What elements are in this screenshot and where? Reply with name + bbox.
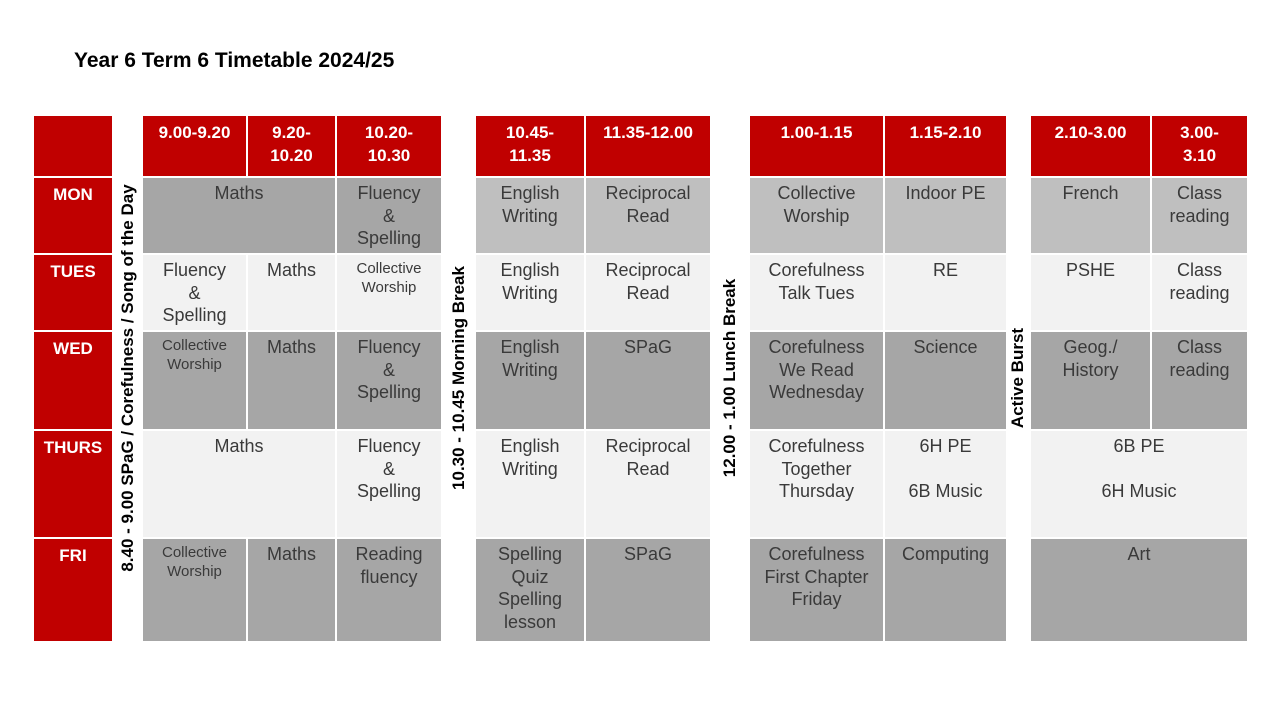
- mon-maths: Maths: [143, 178, 335, 253]
- wed-class-reading: Class reading: [1152, 332, 1247, 429]
- mon-reciprocal-read: Reciprocal Read: [586, 178, 710, 253]
- time-header-9-20: 9.20- 10.20: [248, 116, 335, 176]
- wed-maths: Maths: [248, 332, 335, 429]
- day-label-fri: FRI: [34, 539, 112, 641]
- tues-maths: Maths: [248, 255, 335, 330]
- morning-activity-label: 8.40 - 9.00 SPaG / Corefulness / Song of the Day: [118, 184, 137, 572]
- wed-english-writing: English Writing: [476, 332, 584, 429]
- time-header-9-00: 9.00-9.20: [143, 116, 246, 176]
- tues-reciprocal-read: Reciprocal Read: [586, 255, 710, 330]
- thurs-english-writing: English Writing: [476, 431, 584, 537]
- page-title: Year 6 Term 6 Timetable 2024/25: [74, 49, 395, 72]
- day-label-mon: MON: [34, 178, 112, 253]
- tues-class-reading: Class reading: [1152, 255, 1247, 330]
- header-corner: [34, 116, 112, 176]
- time-header-11-35: 11.35-12.00: [586, 116, 710, 176]
- mon-fluency-spelling: Fluency & Spelling: [337, 178, 441, 253]
- active-burst-label: Active Burst: [1008, 327, 1027, 429]
- wed-corefulness-we-read: Corefulness We Read Wednesday: [750, 332, 883, 429]
- day-label-thurs: THURS: [34, 431, 112, 537]
- mon-collective-worship: Collective Worship: [750, 178, 883, 253]
- fri-reading-fluency: Reading fluency: [337, 539, 441, 641]
- time-header-1-00: 1.00-1.15: [750, 116, 883, 176]
- tues-corefulness-talk: Corefulness Talk Tues: [750, 255, 883, 330]
- fri-maths: Maths: [248, 539, 335, 641]
- mon-class-reading: Class reading: [1152, 178, 1247, 253]
- day-label-tues: TUES: [34, 255, 112, 330]
- fri-collective-worship: Collective Worship: [143, 539, 246, 641]
- time-header-2-10: 2.10-3.00: [1031, 116, 1150, 176]
- thurs-reciprocal-read: Reciprocal Read: [586, 431, 710, 537]
- mon-french: French: [1031, 178, 1150, 253]
- tues-re: RE: [885, 255, 1006, 330]
- thurs-pe-music-afternoon: 6B PE 6H Music: [1031, 431, 1247, 537]
- wed-fluency-spelling: Fluency & Spelling: [337, 332, 441, 429]
- tues-pshe: PSHE: [1031, 255, 1150, 330]
- thurs-maths: Maths: [143, 431, 335, 537]
- tues-fluency-spelling: Fluency & Spelling: [143, 255, 246, 330]
- time-header-10-20: 10.20- 10.30: [337, 116, 441, 176]
- morning-break-label: 10.30 - 10.45 Morning Break: [449, 266, 468, 490]
- time-header-3-00: 3.00- 3.10: [1152, 116, 1247, 176]
- lunch-break-label: 12.00 - 1.00 Lunch Break: [720, 278, 739, 478]
- mon-indoor-pe: Indoor PE: [885, 178, 1006, 253]
- fri-computing: Computing: [885, 539, 1006, 641]
- fri-corefulness-first-chapter: Corefulness First Chapter Friday: [750, 539, 883, 641]
- fri-spelling-quiz: Spelling Quiz Spelling lesson: [476, 539, 584, 641]
- fri-spag: SPaG: [586, 539, 710, 641]
- thurs-pe-music: 6H PE 6B Music: [885, 431, 1006, 537]
- wed-collective-worship: Collective Worship: [143, 332, 246, 429]
- thurs-corefulness-together: Corefulness Together Thursday: [750, 431, 883, 537]
- thurs-fluency-spelling: Fluency & Spelling: [337, 431, 441, 537]
- time-header-1-15: 1.15-2.10: [885, 116, 1006, 176]
- tues-english-writing: English Writing: [476, 255, 584, 330]
- day-label-wed: WED: [34, 332, 112, 429]
- time-header-10-45: 10.45- 11.35: [476, 116, 584, 176]
- wed-science: Science: [885, 332, 1006, 429]
- tues-collective-worship: Collective Worship: [337, 255, 441, 330]
- mon-english-writing: English Writing: [476, 178, 584, 253]
- fri-art: Art: [1031, 539, 1247, 641]
- wed-geog-history: Geog./ History: [1031, 332, 1150, 429]
- wed-spag: SPaG: [586, 332, 710, 429]
